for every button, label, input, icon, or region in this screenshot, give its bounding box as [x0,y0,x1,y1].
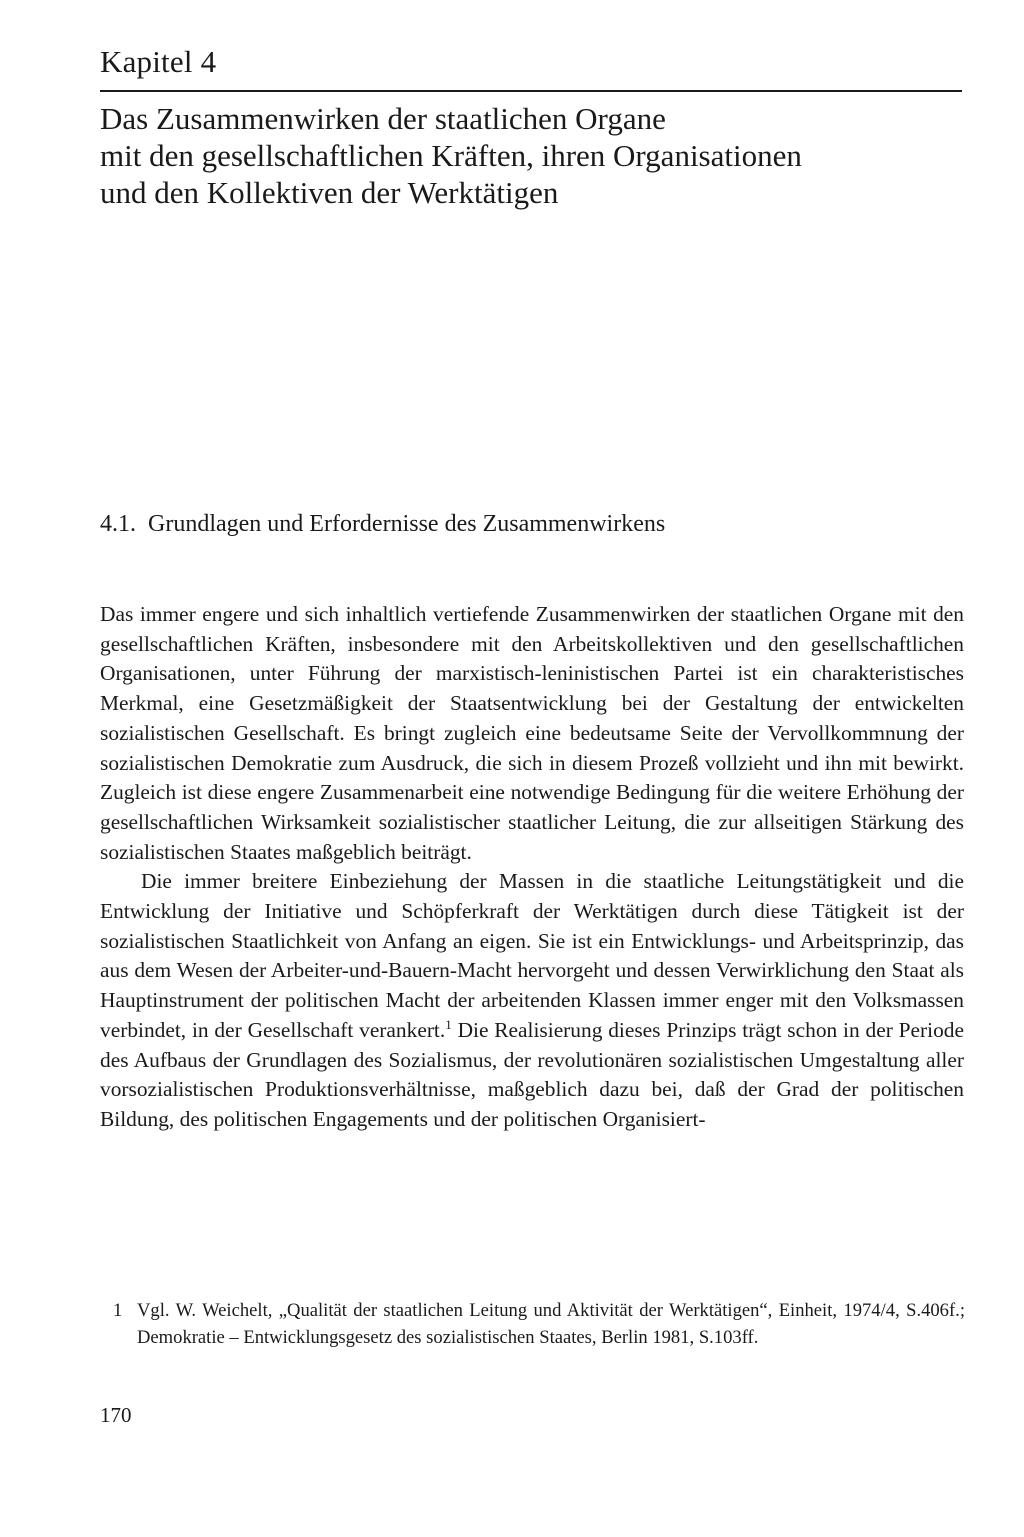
chapter-title-line: und den Kollektiven der Werktätigen [100,175,559,210]
paragraph [100,867,964,1134]
body-text [100,600,964,1135]
chapter-title-line: mit den gesellschaftlichen Kräften, ihren Organisationen [100,138,802,173]
section-title: Grundlagen und Erfordernisse des Zusammenwirkens [148,511,666,537]
footnote-reference[interactable]: 1 [445,1016,452,1032]
footnote-text: Vgl. W. Weichelt, „Qualität der staatlichen Leitung und Aktivität der Werktätigen“, Einheit, 1974/4, S.406f.; Demokratie – Entwicklungsgesetz des sozialistischen Staates, Berlin 1981, S.103ff. [137,1300,965,1348]
paragraph: Das immer engere und sich inhaltlich vertiefende Zusammenwirken der staatlichen Organe mit den gesellschaftlichen Kräften, insbesondere mit den Arbeitskollektiven und den gesellschaftlichen Organisationen, unter Führung der marxistisch-leninistischen Partei ist ein charakteristisches Merkmal, eine Gesetzmäßigkeit der Staatsentwicklung bei der Gestaltung der entwickelten sozialistischen Gesellschaft. Es bringt zugleich eine bedeutsame Seite der Vervollkommnung der sozialistischen Demokratie zum Ausdruck, die sich in diesem Prozeß vollzieht und ihn mit bewirkt. Zugleich ist diese engere Zusammenarbeit eine notwendige Bedingung für die weitere Erhöhung der gesellschaftlichen Wirksamkeit sozialistischer staatlicher Leitung, die zur allseitigen Stärkung des sozialistischen Staates maßgeblich beiträgt. [100,602,964,864]
paragraph-text: Die immer breitere Einbeziehung der Massen in die staatliche Leitungstätigkeit und die Entwicklung der Initiative und Schöpferkraft der Werktätigen durch diese Tätigkeit ist der sozialistischen Staatlichkeit von Anfang an eigen. Sie ist ein Entwicklungs- und Arbeitsprinzip, das aus dem Wesen der Arbeiter-und-Bauern-Macht hervorgeht und dessen Verwirklichung den Staat als Hauptinstrument der politischen Macht der arbeitenden Klassen immer enger mit den Volksmassen verbindet, in der Gesellschaft verankert. [100,869,964,1042]
page-number: 170 [100,1403,132,1427]
chapter-title-line: Das Zusammenwirken der staatlichen Organe [100,101,666,136]
chapter-rule [100,90,962,92]
paragraph-text: Die Realisierung dieses Prinzips trägt schon in der Periode des Aufbaus der Grundlagen des Sozialismus, der revolutionären sozialistischen Umgestaltung aller vorsozialistischen Produktionsverhältnisse, maßgeblich dazu bei, daß der Grad der politischen Bildung, des politischen Engagements und der politischen Organisiert- [100,1017,964,1131]
section-heading [100,508,962,540]
section-number: 4.1. [100,511,136,537]
footnote-number: 1 [113,1300,123,1321]
chapter-label: Kapitel 4 [100,44,217,79]
footnote [113,1297,965,1351]
chapter-title [100,100,962,211]
